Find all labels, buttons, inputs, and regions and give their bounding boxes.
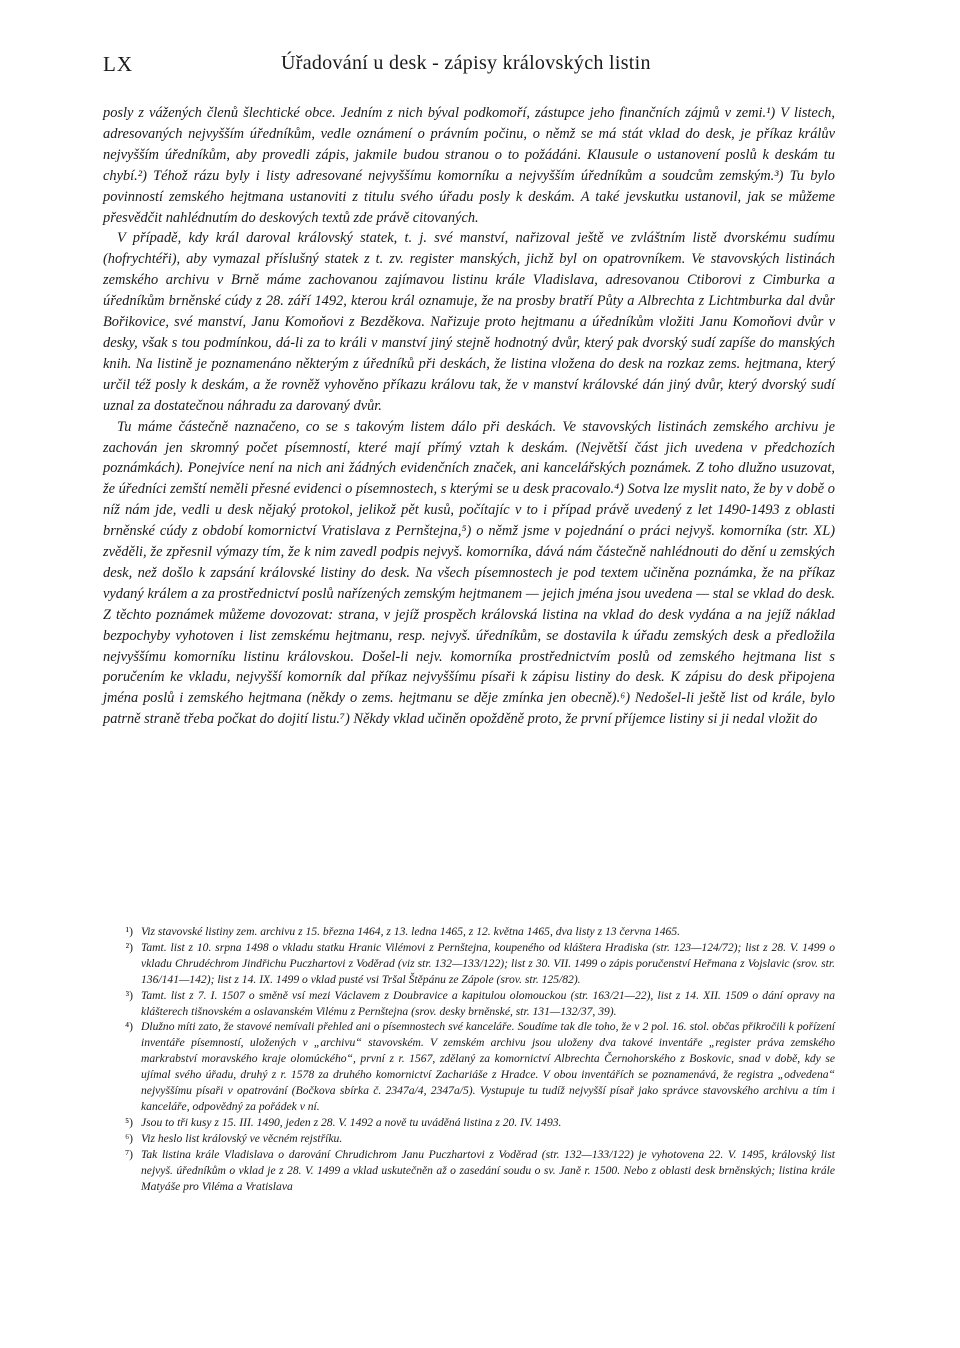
footnote-mark: ⁶) (125, 1131, 133, 1145)
footnote-text: Tak listina krále Vladislava o darování Chrudichrom Janu Puczhartovi z Voděrad (str. 132—133/122) je vyhotovena 22. V. 1495, královský list nejvyš. úředníkům o vklad je z 28. V. 1499 a vklad uskutečněn až o zasedání soudu o sv. Janě r. 1500. Nebo z oblasti desk brněnských; listina krále Matyáše pro Viléma a Vratislava (141, 1147, 835, 1193)
paragraph: Tu máme částečně naznačeno, co se s takovým listem dálo při deskách. Ve stavovských listinách zemského archivu je zachován jen skromný počet písemností, které mají přímý vztah k deskám. (Největší část jich uvedena v předchozích poznámkách). Ponejvíce není na nich ani žádných evidenčních značek, ani kancelářských poznámek. Z toho dlužno usuzovat, že úředníci zemští neměli přesné evidenci o písemnostech, s kterými se u desk pracovalo.⁴) Sotva lze myslit nato, že by v době o níž nám jde, vedli u desk nějaký protokol, jelikož pět kusů, počítajíc v to i případ právě uvedený z let 1490-1493 z oblasti brněnské cúdy z období komornictví Vratislava z Pernštejna,⁵) o němž jsme v pojednání o práci nejvyš. komorníka (str. XL) zvěděli, že zpřesnil výmazy tím, že k nim zavedl podpis nejvyš. komorníka, dává nám částečně nahlédnouti do dění u zemských desk, než došlo k zapsání královské listiny do desk. Na všech písemnostech je pod textem učiněna poznámka, že na příkaz vydaný králem a za prostřednictví poslů nařízených zemským hejtmanem — jejich jména jsou uvedena — stal se vklad do desk. Z těchto poznámek můžeme dovozovat: strana, v jejíž prospěch královská listina na vklad do desk vydána a na jejíž náklad bezpochyby vyhotoven i list zemskému hejtmanu, resp. nejvyš. úředníkům, se dostavila k úřadu zemských desk a předložila nejvyššímu komorníku listinu královskou. Došel-li nejv. komorníka prostřednictvím poslů od zemského hejtmana list s poručením ke vkladu, nejvyšší komorník dal příkaz nejvyššímu písaři k zápisu listiny do desk. K zápisu do desk připojena jména poslů i zemského hejtmana (někdy o zems. hejtmanu se děje zmínka jen obecně).⁶) Nedošel-li ještě list od krále, bylo patrně straně třeba počkat do dojití listu.⁷) Někdy vklad učiněn opožděně proto, že první příjemce listiny si ji nedal vložit do (103, 418, 835, 728)
paragraph: posly z vážených členů šlechtické obce. Jedním z nich býval podkomoří, zástupce jeho finančních zájmů v zemi.¹) V listech, adresovaných nejvyšším úředníkům, vedle oznámení o právním počinu, o němž se má stát vklad do desk, je příkaz králův nejvyšším úředníkům, aby provedli zápis, jakmile budou stranou o to požádáni. Klausule o ustanovení poslů k deskám tu chybí.²) Téhož rázu byly i listy adresované nejvyššímu komorníku a nejvyšším úředníkům a soudcům zemským.³) Tu bylo povinností zemského hejtmana ustanoviti z titulu svého úřadu posly k deskám. A také jevskutku ustanovil, jak se můžeme přesvědčit nahlédnutím do deskových textů zde právě citovaných. (103, 105, 835, 226)
footnote-text: Jsou to tři kusy z 15. III. 1490, jeden z 28. V. 1492 a nově tu uváděná listina z 20. IV. 1493. (141, 1115, 562, 1129)
footnote (103, 1115, 835, 1131)
footnote (103, 988, 835, 1020)
footnote-text: Dlužno míti zato, že stavové nemívali přehled ani o písemnostech své kanceláře. Soudíme tak dle toho, že v 2 pol. 16. stol. občas přikročili k pořízení inventáře písemností, uložených v „archivu“ stavovském. V zemském archivu jsou uloženy dva takové inventáře „register práva zemského markrabství moravského kraje olomúckého“, první z r. 1567, zdělaný za komornictví Albrechta Černohorského z Boskovic, snad v době, kdy se ujímal svého úřadu, druhý z r. 1578 za druhého komornictví Zachariáše z Hradce. V obou inventářích se poznamenává, že registra „odvedena“ nejvyššímu písaři v opatrování (Bočkova sbírka č. 2347a/4, 2347a/5). Vystupuje tu tudíž nejvyšší písař jako správce stavovského archivu a tím i kanceláře, odpovědný za pořádek v ní. (141, 1020, 835, 1113)
footnote (103, 1019, 835, 1114)
footnote-mark: ⁵) (125, 1115, 133, 1129)
footnote (103, 1131, 835, 1147)
footnote-text: Viz stavovské listiny zem. archivu z 15. března 1464, z 13. ledna 1465, z 12. května 1465, dva listy z 13 června 1465. (141, 925, 681, 938)
footnote-mark: ³) (125, 988, 133, 1002)
footnote (103, 1147, 835, 1195)
footnote-text: Tamt. list z 7. I. 1507 o směně vsí mezi Václavem z Doubravice a kapitulou olomouckou (str. 163/21—22), list z 14. XII. 1509 o dání opravy na klášterech tišnovském a oslavanském Vilému z Pernštejna (srov. desky brněnské, str. 131—132/37, 39). (141, 988, 835, 1018)
footnote-mark: ²) (125, 940, 133, 954)
footnote (103, 924, 835, 940)
page-header (103, 50, 833, 84)
footnote-mark: ⁴) (125, 1020, 133, 1034)
main-text (103, 103, 835, 730)
footnote-mark: ⁷) (125, 1147, 133, 1161)
footnote-text: Tamt. list z 10. srpna 1498 o vkladu statku Hranic Vilémovi z Pernštejna, koupeného od kláštera Hradiska (str. 123—124/72); list z 28. V. 1499 o vkladu Chrudéchrom Jindřichu Puczhartovi z Voděrad (viz str. 132—133/122); list z 30. VII. 1499 o zápis poručenství Heřmana z Vojslavic (srov. str. 136/141—142); list z 14. IX. 1499 o vklad pusté vsi Tršal Štěpánu ze Zápole (srov. str. 125/82). (141, 940, 835, 986)
footnote-text: Viz heslo list královský ve věcném rejstříku. (141, 1131, 343, 1145)
running-title: Úřadování u desk - zápisy královských listin (281, 52, 651, 74)
paragraph: V případě, kdy král daroval královský statek, t. j. své manství, nařizoval ještě ve zvláštním listě dvorskému sudímu (hofrychtéři), aby vymazal příslušný statek z t. zv. register manských, jichž byl on opatrovníkem. Ve stavovských listinách zemského archivu v Brně máme zachovanou zajímavou listinu krále Vladislava, adresovanou Ctiborovi z Cimburka a úředníkům brněnské cúdy z 28. září 1492, kterou král oznamuje, že na prosby bratří Půty a Albrechta z Lichtmburka dal dvůr Bořikovice, své manství, Janu Komoňovi z Bezděkova. Nařizuje proto hejtmanu a úředníkům vložiti Janu Komoňovi dvůr v desky, však s tou podmínkou, dá-li za to králi v manství jiný stejně hodnotný dvůr, který pak dvorský sudí zapíše do manských knih. Na listině je poznamenáno některým z úředníků při deskách, že listina vložena do desk na rozkaz zems. hejtmana, který určil též posly k deskám, a že rovněž vyhověno příkazu královu tak, že v manství královské dán jiný dvůr, který dvorský sudí uznal za dostatečnou náhradu za darovaný dvůr. (103, 230, 835, 414)
footnote (103, 940, 835, 988)
footnotes (103, 924, 835, 1194)
page-number: LX (103, 52, 133, 76)
footnote-mark: ¹) (125, 925, 133, 938)
